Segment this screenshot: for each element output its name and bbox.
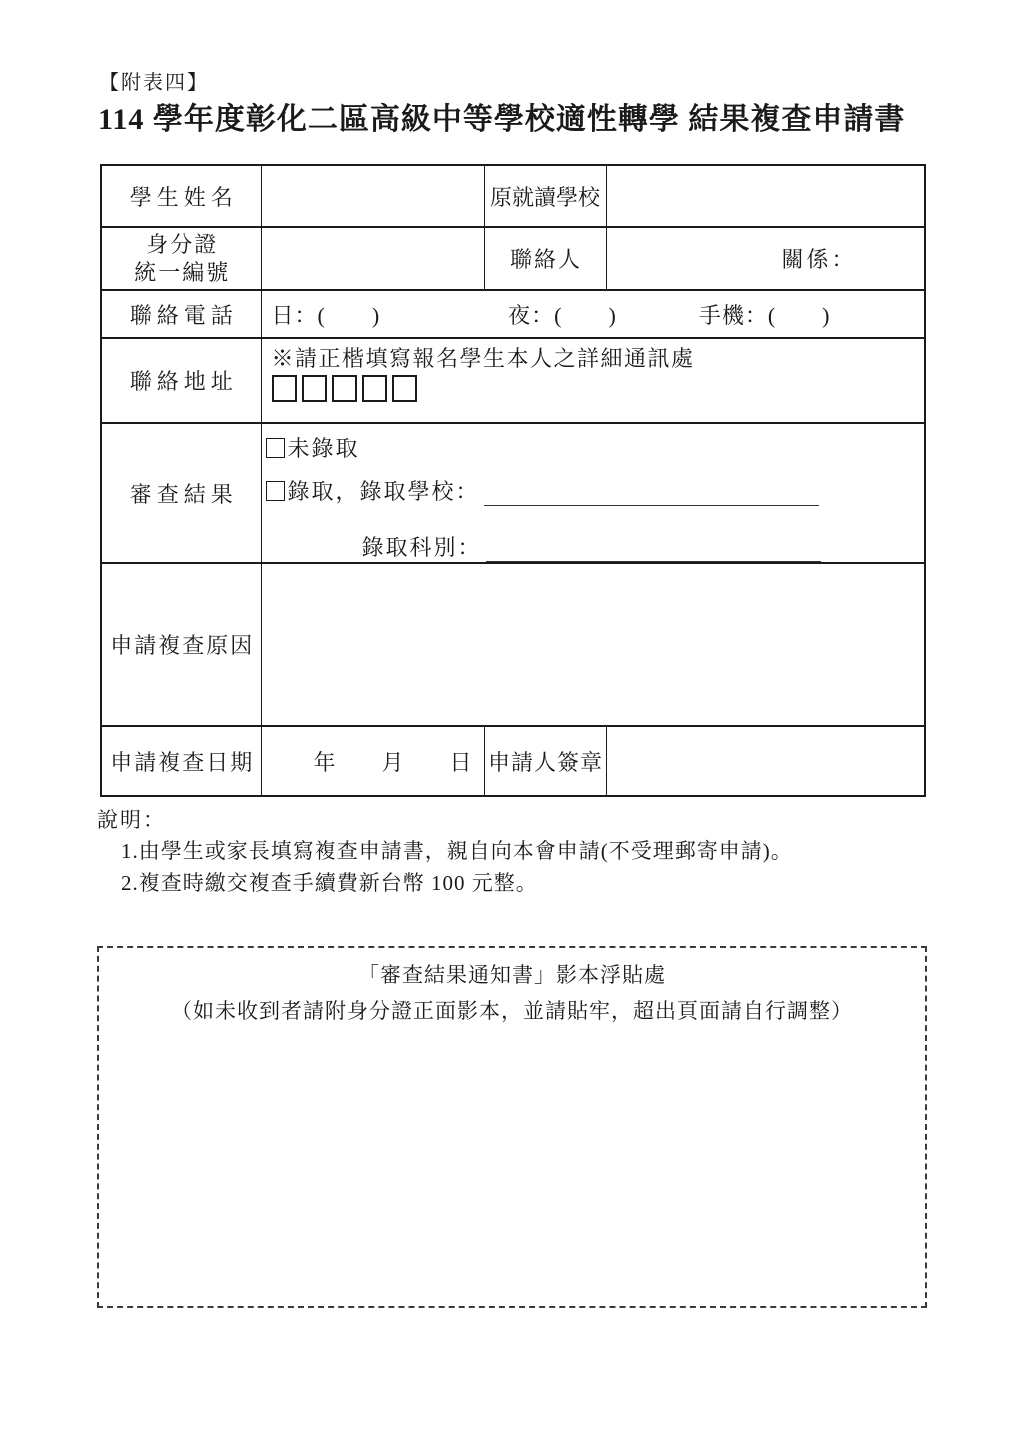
postal-code-box[interactable] <box>302 375 327 402</box>
original-school-label: 原就讀學校 <box>484 165 606 227</box>
address-note: ※請正楷填寫報名學生本人之詳細通訊處 <box>271 346 695 371</box>
contact-phone-field[interactable] <box>261 290 925 338</box>
review-result-field <box>261 423 925 563</box>
table-row <box>101 423 925 563</box>
review-reason-field[interactable] <box>261 563 925 726</box>
review-date-label: 申請複查日期 <box>101 726 261 796</box>
notes-section <box>97 804 927 898</box>
table-row <box>101 165 925 227</box>
relation-field[interactable] <box>606 227 925 290</box>
note-item-1: 1.由學生或家長填寫複查申請書，親自向本會申請(不受理郵寄申請)。 <box>121 839 793 863</box>
id-number-field[interactable] <box>261 227 484 290</box>
table-row <box>101 227 925 290</box>
paste-area-title: 「審查結果通知書」影本浮貼處 <box>358 963 666 987</box>
paste-area-subtitle: （如未收到者請附身分證正面影本，並請貼牢，超出頁面請自行調整） <box>171 999 853 1023</box>
contact-phone-label: 聯絡電話 <box>101 290 261 338</box>
postal-code-box[interactable] <box>272 375 297 402</box>
admitted-dept-write-line[interactable] <box>486 537 821 562</box>
not-admitted-checkbox-icon[interactable] <box>266 438 285 458</box>
phone-day-field[interactable]: 日：( ) <box>271 302 381 328</box>
postal-code-box[interactable] <box>332 375 357 402</box>
contact-person-label: 聯絡人 <box>484 227 606 290</box>
original-school-field[interactable] <box>606 165 925 227</box>
admitted-checkbox-icon[interactable] <box>266 481 285 501</box>
review-result-label: 審查結果 <box>101 423 261 563</box>
student-name-field[interactable] <box>261 165 484 227</box>
applicant-signature-label: 申請人簽章 <box>484 726 606 796</box>
admitted-option-label: 錄取，錄取學校： <box>287 479 480 504</box>
contact-address-label: 聯絡地址 <box>101 338 261 423</box>
review-reason-label: 申請複查原因 <box>101 563 261 726</box>
admitted-dept-label: 錄取科別： <box>361 535 482 560</box>
phone-mobile-field[interactable]: 手機：( ) <box>698 302 831 328</box>
year-label: 年 <box>313 749 336 775</box>
phone-night-field[interactable]: 夜：( ) <box>508 302 617 328</box>
applicant-signature-field[interactable] <box>606 726 925 796</box>
admitted-school-write-line[interactable] <box>484 481 819 506</box>
month-label: 月 <box>381 749 404 775</box>
notice-copy-paste-area <box>97 946 927 1308</box>
note-item-2: 2.複查時繳交複查手續費新台幣 100 元整。 <box>121 871 538 895</box>
application-form-table <box>100 164 926 797</box>
id-number-label-line2: 統一編號 <box>134 259 231 285</box>
relation-label: 關係： <box>781 247 857 272</box>
not-admitted-option-label: 未錄取 <box>287 436 360 461</box>
table-row <box>101 563 925 726</box>
postal-code-box[interactable] <box>392 375 417 402</box>
attachment-label: 【附表四】 <box>99 72 209 94</box>
contact-address-field[interactable] <box>261 338 925 423</box>
postal-code-boxes <box>272 375 925 402</box>
student-name-label: 學生姓名 <box>101 165 261 227</box>
review-date-field[interactable] <box>261 726 484 796</box>
day-label: 日 <box>449 749 472 775</box>
page-title: 114 學年度彰化二區高級中等學校適性轉學 結果複查申請書 <box>98 103 906 136</box>
id-number-label-line1: 身分證 <box>146 231 219 257</box>
id-number-label <box>101 227 261 290</box>
table-row <box>101 726 925 796</box>
notes-heading: 說明： <box>97 808 166 832</box>
table-row <box>101 338 925 423</box>
postal-code-box[interactable] <box>362 375 387 402</box>
table-row <box>101 290 925 338</box>
